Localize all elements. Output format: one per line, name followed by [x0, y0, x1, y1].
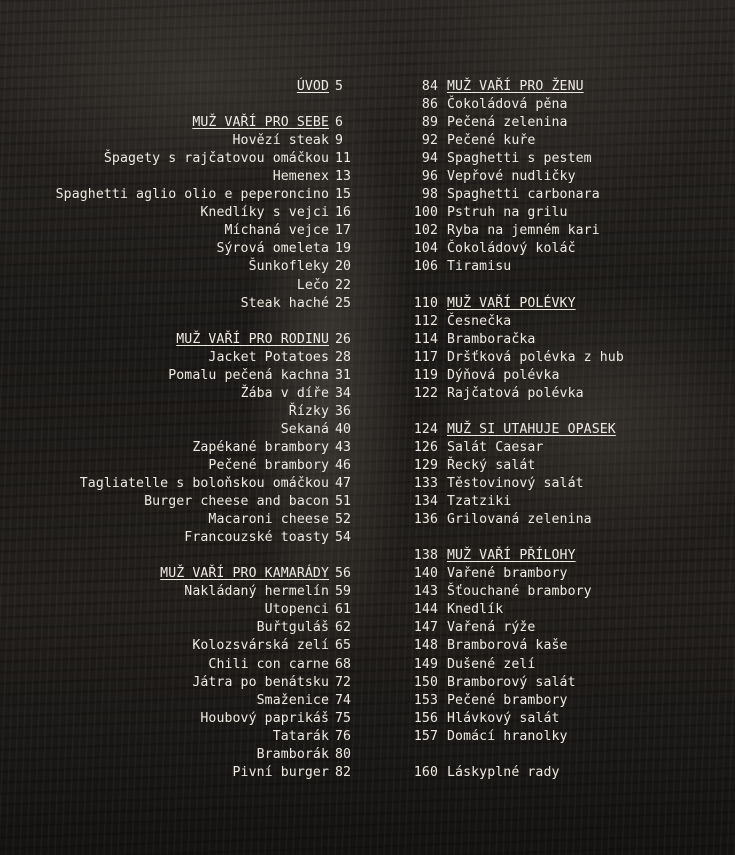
- entry-title: Rajčatová polévka: [447, 385, 584, 401]
- section-title: ÚVOD: [296, 79, 329, 94]
- entry-title: Spaghetti aglio olio e peperoncino: [55, 187, 329, 203]
- page-number: 52: [335, 512, 352, 528]
- entry-title: Tzatziki: [447, 494, 512, 510]
- entry-title: Vepřové nudličky: [447, 169, 576, 185]
- entry-title: Žába v díře: [240, 385, 329, 401]
- page-number: 9: [335, 133, 344, 149]
- page-number: 68: [335, 656, 352, 672]
- toc-section-heading: [0, 565, 359, 583]
- entry-title: Sekaná: [280, 421, 329, 437]
- entry-title: Chili con carne: [208, 656, 329, 672]
- entry-title: Bramborová kaše: [447, 638, 568, 654]
- page-number: 46: [335, 457, 352, 473]
- toc-entry: [0, 385, 359, 403]
- toc-entry: [410, 764, 730, 782]
- entry-title: Burger cheese and bacon: [144, 494, 329, 510]
- page-number: 15: [335, 187, 352, 203]
- entry-title: Buřtguláš: [256, 620, 329, 636]
- page-number: 86: [421, 97, 438, 113]
- entry-title: Dýňová polévka: [447, 367, 560, 383]
- toc-section-heading: [410, 547, 730, 565]
- page-number: 65: [335, 638, 352, 654]
- entry-title: Pečená zelenina: [447, 115, 568, 131]
- page-number: 104: [413, 241, 438, 257]
- entry-title: Pivní burger: [232, 764, 329, 780]
- entry-title: Kolozsvárská zelí: [192, 638, 329, 654]
- toc-entry: [410, 511, 730, 529]
- page-number: 160: [413, 764, 438, 780]
- toc-entry: [0, 295, 359, 313]
- toc-entry: [410, 204, 730, 222]
- section-title: MUŽ VAŘÍ PRO SEBE: [192, 115, 329, 131]
- toc-entry: [0, 601, 359, 619]
- toc-entry: [0, 367, 359, 385]
- toc-section-heading: [0, 78, 359, 96]
- page-number: 22: [335, 277, 352, 293]
- toc-entry: [0, 204, 359, 222]
- toc-entry: [0, 764, 359, 782]
- page-number: 96: [421, 169, 438, 185]
- entry-title: Tiramisu: [447, 259, 512, 275]
- entry-title: Čokoládová pěna: [447, 97, 568, 113]
- entry-title: Spaghetti carbonara: [447, 187, 600, 203]
- page-number: 74: [335, 692, 352, 708]
- entry-title: Houbový paprikáš: [200, 710, 329, 726]
- entry-title: Bramborák: [256, 746, 329, 762]
- toc-entry: [410, 710, 730, 728]
- toc-entry: [0, 222, 359, 240]
- toc-entry: [0, 132, 359, 150]
- page-number: 100: [413, 205, 438, 221]
- page-number: 5: [335, 79, 344, 94]
- entry-title: Játra po benátsku: [192, 674, 329, 690]
- toc-spacer: [0, 96, 359, 114]
- toc-spacer: [410, 746, 730, 764]
- page-number: 92: [421, 133, 438, 149]
- page-number: 147: [413, 620, 438, 636]
- toc-entry: [0, 475, 359, 493]
- entry-title: Steak haché: [240, 295, 329, 311]
- entry-title: Pečené brambory: [208, 457, 329, 473]
- entry-title: Nakládaný hermelín: [184, 584, 329, 600]
- toc-entry: [410, 692, 730, 710]
- toc-section-heading: [410, 78, 730, 96]
- page-number: 110: [413, 295, 438, 311]
- toc-entry: [0, 746, 359, 764]
- toc-entry: [0, 168, 359, 186]
- page-number: 98: [421, 187, 438, 203]
- page-number: 133: [413, 476, 438, 492]
- page-number: 6: [335, 115, 344, 131]
- entry-title: Řízky: [288, 403, 329, 419]
- entry-title: Pečené kuře: [447, 133, 536, 149]
- page-number: 150: [413, 674, 438, 690]
- toc-entry: [0, 240, 359, 258]
- toc-entry: [0, 619, 359, 637]
- toc-entry: [410, 601, 730, 619]
- page-number: 11: [335, 151, 352, 167]
- toc-entry: [410, 656, 730, 674]
- page-number: 28: [335, 349, 352, 365]
- toc-entry: [0, 674, 359, 692]
- toc-entry: [410, 457, 730, 475]
- toc-entry: [0, 583, 359, 601]
- toc-entry: [0, 656, 359, 674]
- entry-title: Pečené brambory: [447, 692, 568, 708]
- toc-entry: [410, 222, 730, 240]
- page-number: 94: [421, 151, 438, 167]
- entry-title: Zapékané brambory: [192, 439, 329, 455]
- section-title: MUŽ VAŘÍ POLÉVKY: [447, 295, 576, 311]
- entry-title: Šťouchané brambory: [447, 584, 592, 600]
- page-number: 16: [335, 205, 352, 221]
- toc-entry: [410, 583, 730, 601]
- section-title: MUŽ VAŘÍ PRO RODINU: [176, 331, 329, 347]
- entry-title: Grilovaná zelenina: [447, 512, 592, 528]
- entry-title: Lečo: [296, 277, 329, 293]
- entry-title: Utopenci: [264, 602, 329, 618]
- entry-title: Špagety s rajčatovou omáčkou: [103, 151, 329, 167]
- page-number: 40: [335, 421, 352, 437]
- entry-title: Hovězí steak: [232, 133, 329, 149]
- entry-title: Vařená rýže: [447, 620, 536, 636]
- toc-entry: [0, 529, 359, 547]
- entry-title: Tagliatelle s boloňskou omáčkou: [79, 476, 329, 492]
- toc-entry: [0, 457, 359, 475]
- toc-spacer: [410, 277, 730, 295]
- toc-entry: [410, 493, 730, 511]
- toc-entry: [0, 493, 359, 511]
- toc-entry: [0, 277, 359, 295]
- entry-title: Sýrová omeleta: [216, 241, 329, 257]
- section-title: MUŽ VAŘÍ PRO ŽENU: [447, 79, 584, 94]
- page-number: 119: [413, 367, 438, 383]
- entry-title: Řecký salát: [447, 457, 536, 473]
- entry-title: Vařené brambory: [447, 566, 568, 582]
- toc-spacer: [410, 403, 730, 421]
- entry-title: Pstruh na grilu: [447, 205, 568, 221]
- entry-title: Láskyplné rady: [447, 764, 560, 780]
- toc-entry: [0, 710, 359, 728]
- page-number: 25: [335, 295, 352, 311]
- page-number: 72: [335, 674, 352, 690]
- page-number: 31: [335, 367, 352, 383]
- page-number: 75: [335, 710, 352, 726]
- page-number: 114: [413, 331, 438, 347]
- toc-section-heading: [0, 114, 359, 132]
- entry-title: Francouzské toasty: [184, 530, 329, 546]
- toc-spacer: [410, 529, 730, 547]
- page-number: 51: [335, 494, 352, 510]
- page-number: 89: [421, 115, 438, 131]
- page-number: 129: [413, 457, 438, 473]
- page-number: 148: [413, 638, 438, 654]
- entry-title: Čokoládový koláč: [447, 241, 576, 257]
- toc-section-heading: [0, 331, 359, 349]
- toc-entry: [410, 168, 730, 186]
- page-number: 84: [421, 79, 438, 94]
- entry-title: Šunkofleky: [248, 259, 329, 275]
- entry-title: Bramborový salát: [447, 674, 576, 690]
- toc-left-column: [0, 78, 359, 782]
- toc-spacer: [0, 313, 359, 331]
- entry-title: Macaroni cheese: [208, 512, 329, 528]
- page-number: 56: [335, 566, 352, 582]
- toc-entry: [410, 385, 730, 403]
- page-number: 13: [335, 169, 352, 185]
- toc-entry: [0, 349, 359, 367]
- toc-section-heading: [410, 295, 730, 313]
- toc-entry: [410, 637, 730, 655]
- page-number: 20: [335, 259, 352, 275]
- toc-entry: [410, 439, 730, 457]
- page-number: 143: [413, 584, 438, 600]
- entry-title: Česnečka: [447, 313, 512, 329]
- entry-title: Smaženice: [256, 692, 329, 708]
- page-number: 43: [335, 439, 352, 455]
- page-number: 54: [335, 530, 352, 546]
- toc-entry: [0, 637, 359, 655]
- page-number: 80: [335, 746, 352, 762]
- page-number: 19: [335, 241, 352, 257]
- entry-title: Ryba na jemném kari: [447, 223, 600, 239]
- page-number: 122: [413, 385, 438, 401]
- toc-entry: [410, 367, 730, 385]
- page-number: 102: [413, 223, 438, 239]
- page-number: 156: [413, 710, 438, 726]
- toc-entry: [410, 186, 730, 204]
- toc-entry: [0, 258, 359, 276]
- toc-entry: [410, 114, 730, 132]
- toc-entry: [410, 132, 730, 150]
- toc-entry: [0, 186, 359, 204]
- page-number: 136: [413, 512, 438, 528]
- toc-entry: [0, 421, 359, 439]
- toc-entry: [0, 692, 359, 710]
- page-number: 126: [413, 439, 438, 455]
- page-number: 36: [335, 403, 352, 419]
- toc-spacer: [0, 547, 359, 565]
- page-number: 134: [413, 494, 438, 510]
- toc-entry: [0, 403, 359, 421]
- toc-entry: [410, 728, 730, 746]
- page-number: 153: [413, 692, 438, 708]
- toc-entry: [0, 150, 359, 168]
- entry-title: Domácí hranolky: [447, 728, 568, 744]
- page-number: 82: [335, 764, 352, 780]
- page-number: 140: [413, 566, 438, 582]
- page-number: 26: [335, 331, 352, 347]
- entry-title: Hlávkový salát: [447, 710, 560, 726]
- entry-title: Knedlíky s vejci: [200, 205, 329, 221]
- entry-title: Spaghetti s pestem: [447, 151, 592, 167]
- entry-title: Tatarák: [272, 728, 329, 744]
- entry-title: Míchaná vejce: [224, 223, 329, 239]
- page-number: 106: [413, 259, 438, 275]
- toc-entry: [410, 619, 730, 637]
- page-number: 62: [335, 620, 352, 636]
- page-number: 34: [335, 385, 352, 401]
- entry-title: Bramboračka: [447, 331, 536, 347]
- toc-entry: [410, 96, 730, 114]
- page-number: 59: [335, 584, 352, 600]
- entry-title: Jacket Potatoes: [208, 349, 329, 365]
- toc-entry: [410, 313, 730, 331]
- section-title: MUŽ VAŘÍ PŘÍLOHY: [447, 548, 576, 564]
- page-number: 47: [335, 476, 352, 492]
- toc-entry: [0, 728, 359, 746]
- toc-entry: [410, 349, 730, 367]
- toc-entry: [410, 150, 730, 168]
- entry-title: Hemenex: [272, 169, 329, 185]
- toc-entry: [410, 331, 730, 349]
- section-title: MUŽ VAŘÍ PRO KAMARÁDY: [160, 566, 329, 582]
- entry-title: Salát Caesar: [447, 439, 544, 455]
- toc-right-column: [410, 78, 730, 782]
- page-number: 144: [413, 602, 438, 618]
- entry-title: Knedlík: [447, 602, 504, 618]
- toc-entry: [410, 475, 730, 493]
- page-number: 149: [413, 656, 438, 672]
- page-number: 157: [413, 728, 438, 744]
- page-number: 124: [413, 421, 438, 437]
- toc-entry: [410, 258, 730, 276]
- entry-title: Těstovinový salát: [447, 476, 584, 492]
- toc-entry: [410, 674, 730, 692]
- toc-entry: [0, 511, 359, 529]
- page-number: 17: [335, 223, 352, 239]
- toc-section-heading: [410, 421, 730, 439]
- page-number: 76: [335, 728, 352, 744]
- entry-title: Dršťková polévka z hub: [447, 349, 624, 365]
- page-number: 117: [413, 349, 438, 365]
- toc-entry: [410, 240, 730, 258]
- page-number: 138: [413, 548, 438, 564]
- page-number: 112: [413, 313, 438, 329]
- entry-title: Dušené zelí: [447, 656, 536, 672]
- toc-entry: [410, 565, 730, 583]
- section-title: MUŽ SI UTAHUJE OPASEK: [447, 421, 616, 437]
- page-number: 61: [335, 602, 352, 618]
- toc-entry: [0, 439, 359, 457]
- entry-title: Pomalu pečená kachna: [168, 367, 329, 383]
